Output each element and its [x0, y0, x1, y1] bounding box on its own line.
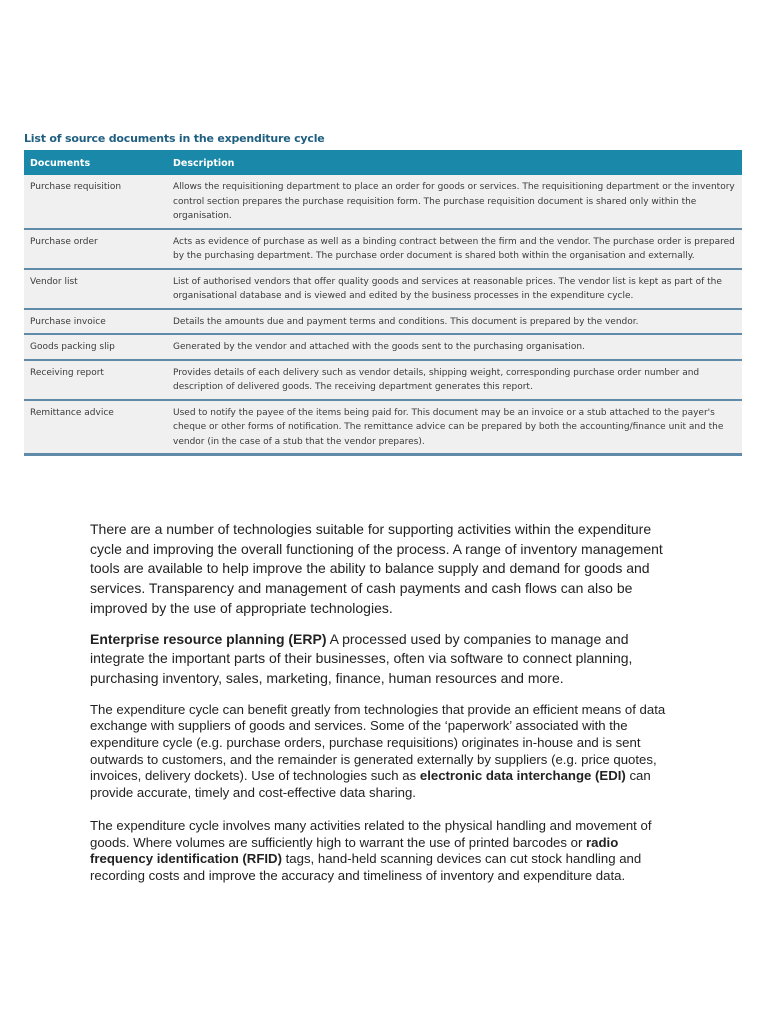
rfid-text-start: The expenditure cycle involves many activities related to the physical handling and movement of goods. Where volumes are sufficiently high to warrant the use of printed barcodes or	[90, 817, 652, 850]
source-documents-table	[24, 150, 742, 456]
paragraph-rfid	[90, 818, 680, 885]
table-row	[24, 269, 742, 309]
table-row	[24, 175, 742, 229]
description-cell: Generated by the vendor and attached with the goods sent to the purchasing organisation.	[167, 334, 742, 360]
description-cell: Provides details of each delivery such as vendor details, shipping weight, corresponding purchase order number and description of delivered goods. The receiving department generates this report.	[167, 360, 742, 400]
document-cell: Vendor list	[24, 269, 167, 309]
table-title: List of source documents in the expenditure cycle	[24, 132, 325, 145]
description-cell: Used to notify the payee of the items being paid for. This document may be an invoice or a stub attached to the payer's cheque or other forms of notification. The remittance advice can be prepared by both the accounting/finance unit and the vendor (in the case of a stub that the vendor prepares).	[167, 400, 742, 455]
edi-term: electronic data interchange (EDI)	[419, 768, 626, 784]
edi-text-end: can provide accurate, timely and cost-effective data sharing.	[90, 768, 651, 801]
table-row	[24, 360, 742, 400]
rfid-text-end: tags, hand-held scanning devices can cut stock handling and recording costs and improve the accuracy and timeliness of inventory and expenditure data.	[90, 851, 642, 883]
table-row	[24, 309, 742, 335]
description-cell: Acts as evidence of purchase as well as a binding contract between the firm and the vendor. The purchase order is prepared by the purchasing department. The purchase order document is shared both within the organisation and externally.	[167, 229, 742, 269]
table-header-row	[24, 150, 742, 175]
paragraph-intro: There are a number of technologies suitable for supporting activities within the expenditure cycle and improving the overall functioning of the process. A range of inventory management tools are available to help improve the ability to balance supply and demand for goods and services. Transparency and management of cash payments and cash flows can also be improved by the use of appropriate technologies.	[90, 521, 663, 616]
column-header-documents: Documents	[24, 150, 167, 175]
table-row	[24, 334, 742, 360]
paragraph-edi	[90, 702, 680, 802]
description-cell: List of authorised vendors that offer quality goods and services at reasonable prices. The vendor list is kept as part of the organisational database and is viewed and edited by the business processes in the expenditure cycle.	[167, 269, 742, 309]
erp-term: Enterprise resource planning (ERP)	[90, 630, 327, 647]
document-cell: Purchase order	[24, 229, 167, 269]
document-cell: Purchase invoice	[24, 309, 167, 335]
description-cell: Details the amounts due and payment terms and conditions. This document is prepared by the vendor.	[167, 309, 742, 335]
column-header-description: Description	[167, 150, 742, 175]
source-documents-table-section	[24, 132, 742, 456]
edi-text-start: The expenditure cycle can benefit greatly from technologies that provide an efficient means of data exchange with suppliers of goods and services. Some of the ‘paperwork’ associated with the expenditure cycle (e.g. purchase orders, purchase requisitions) originates in-house and is sent outwards to customers, and the remainder is generated externally by suppliers (e.g. price quotes, invoices, delivery dockets). Use of technologies such as	[90, 701, 666, 784]
document-cell: Receiving report	[24, 360, 167, 400]
erp-definition: A processed used by companies to manage and integrate the important parts of their businesses, often via software to connect planning, purchasing inventory, sales, marketing, finance, human resources and more.	[90, 630, 633, 686]
table-row	[24, 400, 742, 455]
paragraph-erp	[90, 630, 680, 689]
document-cell: Remittance advice	[24, 400, 167, 455]
table-row	[24, 229, 742, 269]
document-cell: Goods packing slip	[24, 334, 167, 360]
body-text	[90, 520, 680, 885]
description-cell: Allows the requisitioning department to place an order for goods or services. The requisitioning department or the inventory control section prepares the purchase requisition form. The purchase requisition document is shared only within the organisation.	[167, 175, 742, 229]
document-cell: Purchase requisition	[24, 175, 167, 229]
rfid-term: radio frequency identification (RFID)	[90, 834, 619, 867]
